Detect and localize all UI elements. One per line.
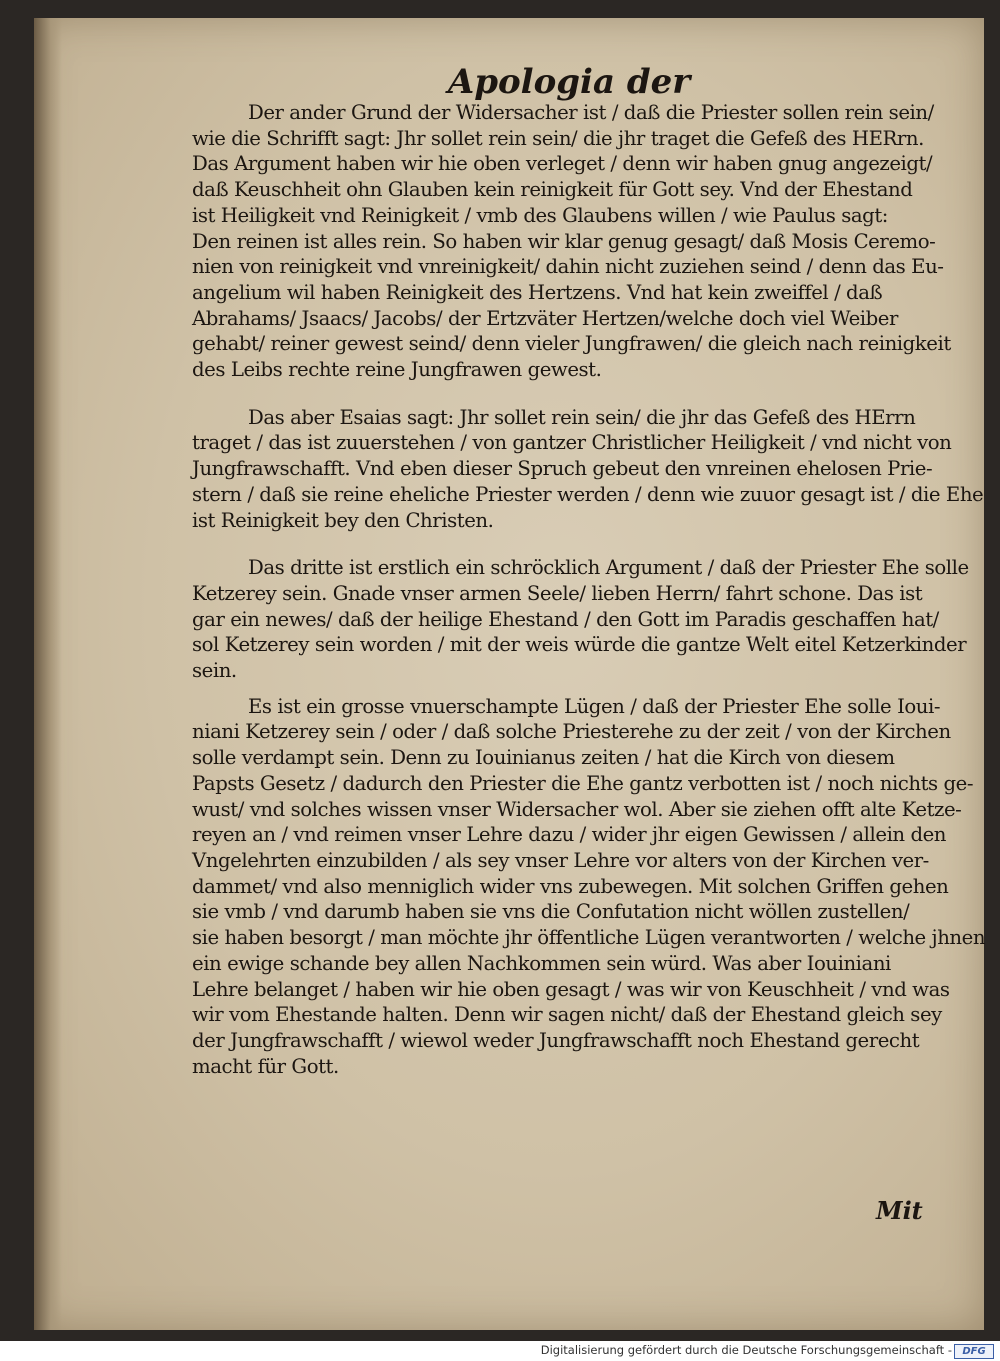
text-line: wie die Schrifft sagt: Jhr sollet rein sein/ die jhr traget die Gefeß des HERrn. [192,126,924,150]
text-line: reyen an / vnd reimen vnser Lehre dazu / wider jhr eigen Gewissen / allein den [192,823,947,847]
text-line: daß Keuschheit ohn Glauben kein reinigkeit für Gott sey. Vnd der Ehestand [192,178,913,202]
text-line: gehabt/ reiner gewest seind/ denn vieler Jungfrawen/ die gleich nach reinigkeit [192,332,951,356]
text-line: ein ewige schande bey allen Nachkommen sein würd. Was aber Iouiniani [192,951,891,975]
text-line: sein. [192,659,237,683]
paragraph-3 [192,555,969,684]
funding-credit: Digitalisierung gefördert durch die Deutsche Forschungsgemeinschaft - [540,1343,952,1357]
text-line: ist Reinigkeit bey den Christen. [192,508,494,532]
dfg-logo: DFG [954,1344,994,1359]
text-line: gar ein newes/ daß der heilige Ehestand / den Gott im Paradis geschaffen hat/ [192,607,939,631]
paragraph-1 [192,100,951,383]
document-page [34,18,984,1330]
text-line: wir vom Ehestande halten. Denn wir sagen nicht/ daß der Ehestand gleich sey [192,1003,942,1027]
text-line: Das dritte ist erstlich ein schröcklich Argument / daß der Priester Ehe solle [248,556,969,580]
text-line: Jungfrawschafft. Vnd eben dieser Spruch gebeut den vnreinen ehelosen Prie- [192,457,933,481]
text-line: dammet/ vnd also menniglich wider vns zubewegen. Mit solchen Griffen gehen [192,874,949,898]
text-line: ist Heiligkeit vnd Reinigkeit / vmb des Glaubens willen / wie Paulus sagt: [192,203,888,227]
catchword: Mit [876,1196,923,1225]
text-line: traget / das ist zuuerstehen / von gantzer Christlicher Heiligkeit / vnd nicht von [192,431,952,455]
text-line: Der ander Grund der Widersacher ist / daß die Priester sollen rein sein/ [248,101,934,124]
running-head: Apologia der [447,62,691,102]
text-line: niani Ketzerey sein / oder / daß solche Priesterehe zu der zeit / von der Kirchen [192,720,951,744]
text-line: sie haben besorgt / man möchte jhr öffentliche Lügen verantworten / welche jhnen [192,926,986,950]
text-line: Lehre belanget / haben wir hie oben gesagt / was wir von Keuschheit / vnd was [192,977,950,1001]
text-line: wust/ vnd solches wissen vnser Widersacher wol. Aber sie ziehen offt alte Ketze- [192,797,962,821]
text-line: des Leibs rechte reine Jungfrawen gewest. [192,358,602,382]
text-line: Den reinen ist alles rein. So haben wir klar genug gesagt/ daß Mosis Ceremo- [192,229,936,253]
text-line: Vngelehrten einzubilden / als sey vnser Lehre vor alters von der Kirchen ver- [192,848,929,872]
text-line: stern / daß sie reine eheliche Priester werden / denn wie zuuor gesagt ist / die Ehe [192,482,984,506]
text-line: Es ist ein grosse vnuerschampte Lügen / daß der Priester Ehe solle Ioui- [248,694,941,718]
body-text [192,100,986,1079]
paragraph-4 [192,694,986,1080]
footer-bar [0,1341,1000,1361]
text-line: macht für Gott. [192,1054,339,1078]
text-line: Papsts Gesetz / dadurch den Priester die Ehe gantz verbotten ist / noch nichts ge- [192,771,974,795]
text-line: sie vmb / vnd darumb haben sie vns die Confutation nicht wöllen zustellen/ [192,900,910,924]
page-gutter [34,18,62,1330]
text-line: Ketzerey sein. Gnade vnser armen Seele/ lieben Herrn/ fahrt schone. Das ist [192,581,923,605]
text-line: angelium wil haben Reinigkeit des Hertzens. Vnd hat kein zweiffel / daß [192,280,883,304]
text-line: nien von reinigkeit vnd vnreinigkeit/ dahin nicht zuziehen seind / denn das Eu- [192,255,944,279]
text-line: Das Argument haben wir hie oben verleget / denn wir haben gnug angezeigt/ [192,152,933,176]
text-line: solle verdampt sein. Denn zu Iouinianus zeiten / hat die Kirch von diesem [192,746,895,770]
paragraph-2 [192,405,984,534]
text-line: Das aber Esaias sagt: Jhr sollet rein sein/ die jhr das Gefeß des HErrn [248,405,916,429]
text-line: der Jungfrawschafft / wiewol weder Jungfrawschafft noch Ehestand gerecht [192,1028,920,1052]
text-line: sol Ketzerey sein worden / mit der weis würde die gantze Welt eitel Ketzerkinder [192,633,967,657]
text-line: Abrahams/ Jsaacs/ Jacobs/ der Ertzväter Hertzen/welche doch viel Weiber [192,306,898,330]
